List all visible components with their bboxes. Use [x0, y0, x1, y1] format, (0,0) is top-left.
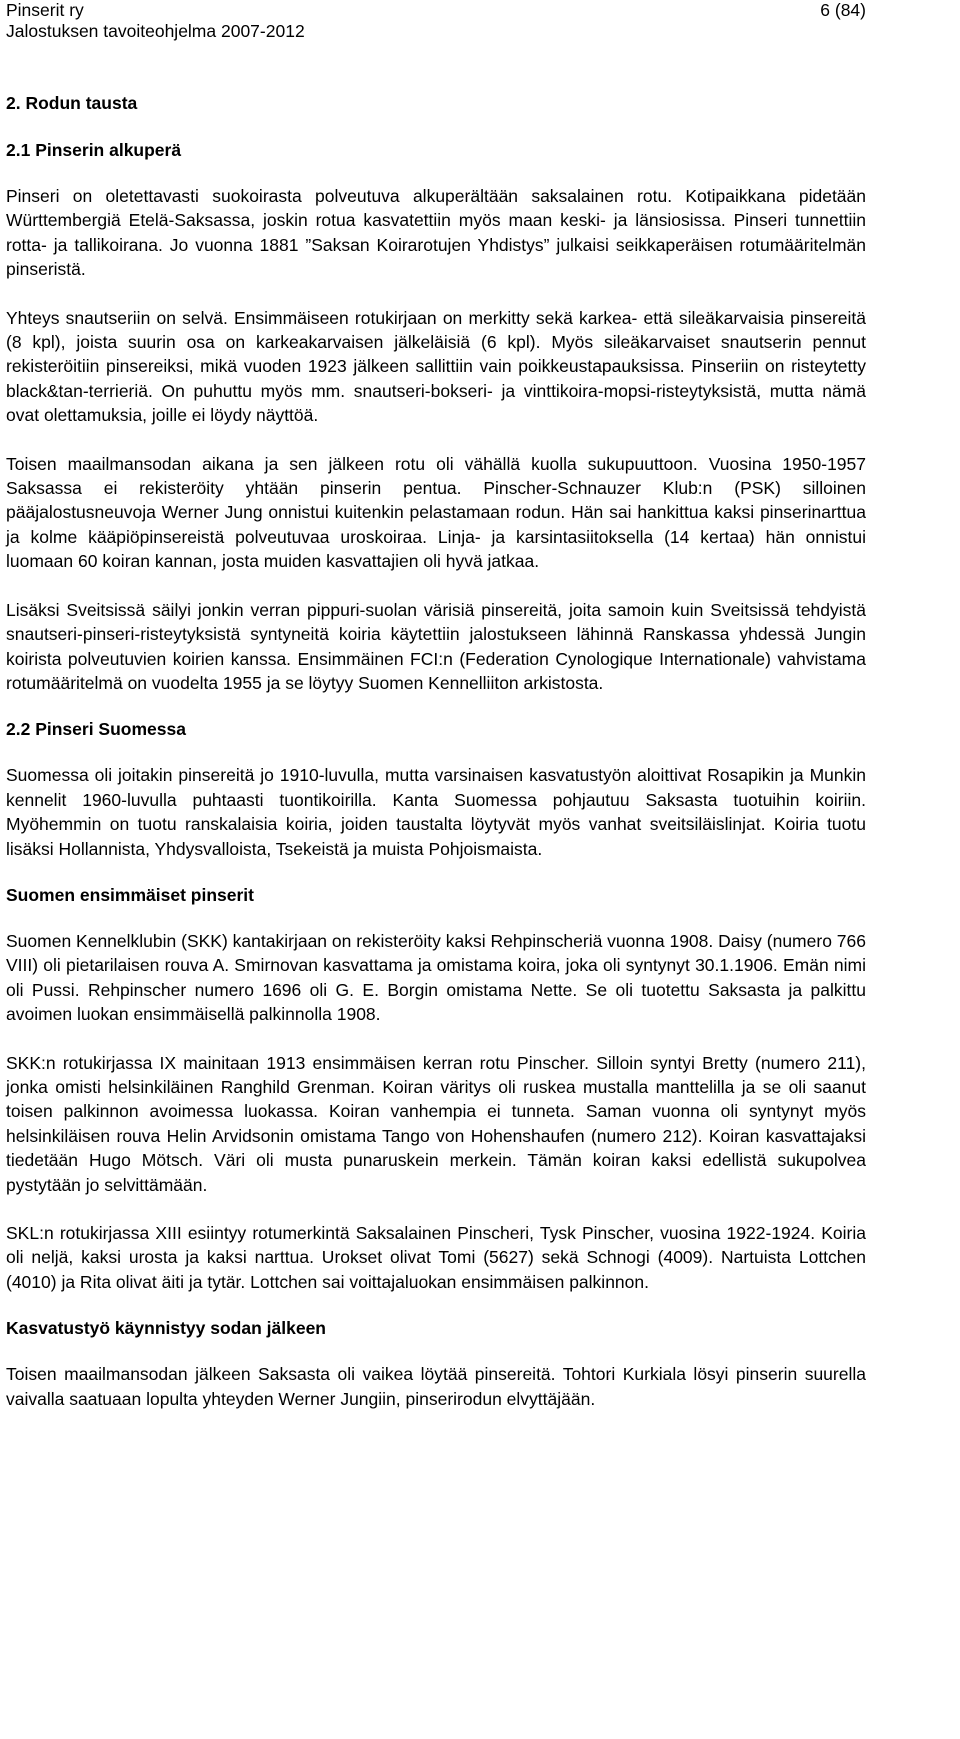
page-header — [6, 0, 866, 48]
header-doc-title: Jalostuksen tavoiteohjelma 2007-2012 — [6, 21, 305, 41]
header-left — [6, 0, 305, 42]
paragraph: Suomessa oli joitakin pinsereitä jo 1910-luvulla, mutta varsinaisen kasvatustyön aloittivat Rosapikin ja Munkin kennelit 1960-luvulla puhtaasti tuontikoirilla. Kanta Suomessa pohjautuu Saksasta tuotuihin koiriin. Myöhemmin on tuotu ranskalaisia koiria, joiden taustalta löytyvät myös vanhat sveitsiläislinjat. Koiria tuotu lisäksi Hollannista, Yhdysvalloista, Tsekeistä ja muista Pohjoismaista. — [6, 765, 866, 859]
paragraph: Pinseri on oletettavasti suokoirasta polveutuva alkuperältään saksalainen rotu. Kotipaikkana pidetään Württembergiä Etelä-Saksassa, joskin rotua kasvatettiin myös maan keski- ja länsiosissa. Pinseri tunnettiin rotta- ja tallikoirana. Jo vuonna 1881 ”Saksan Koirarotujen Yhdistys” julkaisi seikkaperäisen rotumääritelmän pinseristä. — [6, 186, 866, 280]
paragraph: Toisen maailmansodan aikana ja sen jälkeen rotu oli vähällä kuolla sukupuuttoon. Vuosina 1950-1957 Saksassa ei rekisteröity yhtään pinserin pentua. Pinscher-Schnauzer Klub:n (PSK) silloinen pääjalostusneuvoja Werner Jung onnistui kuitenkin pelastamaan rodun. Hän sai hankittua kaksi pinserinarttua ja kolme kääpiöpinsereistä polveutuvaa uroskoiraa. Linja- ja karsintasiitoksella (14 kertaa) hän onnistui luomaan 60 koiran kannan, josta muiden kasvattajien oli hyvä jatkaa. — [6, 453, 866, 572]
post-war-heading: Kasvatustyö käynnistyy sodan jälkeen — [6, 1318, 326, 1339]
paragraph: Toisen maailmansodan jälkeen Saksasta oli vaikea löytää pinsereitä. Tohtori Kurkiala lösyi pinserin suurella vaivalla saatuaan lopulta yhteyden Werner Jungiin, pinserirodun elvyttäjään. — [6, 1364, 866, 1409]
first-pinschers-heading: Suomen ensimmäiset pinserit — [6, 884, 254, 905]
section-2-2-heading: 2.2 Pinseri Suomessa — [6, 719, 186, 740]
paragraph: SKK:n rotukirjassa IX mainitaan 1913 ensimmäisen kerran rotu Pinscher. Silloin syntyi Bretty (numero 211), jonka omisti helsinkiläinen Ranghild Grenman. Koiran väritys oli ruskea mustalla manttelilla ja se oli saanut toisen palkinnon avoimessa luokassa. Koiran vanhempia ei tunneta. Saman vuonna oli syntynyt myös helsinkiläisen rouva Helin Arvidsonin omistama Tango von Hohenshaufen (numero 212). Koiran kasvattajaksi tiedetään Hugo Mötsch. Väri oli musta punaruskein merkein. Tämän koiran kaksi edellistä sukupolvea pystytään jo selvittämään. — [6, 1052, 866, 1195]
page-number: 6 (84) — [820, 0, 866, 20]
paragraph: Suomen Kennelklubin (SKK) kantakirjaan on rekisteröity kaksi Rehpinscheriä vuonna 1908. Daisy (numero 766 VIII) oli pietarilaisen rouva A. Smirnovan kasvattama ja omistama koira, joka oli syntynyt 30.1.1906. Emän nimi oli Pussi. Rehpinscher numero 1696 oli G. E. Borgin omistama Nette. Se oli tuotettu Saksasta ja palkittu avoimen luokan ensimmäisellä palkinnolla 1908. — [6, 930, 866, 1025]
header-org: Pinserit ry — [6, 0, 84, 20]
paragraph: SKL:n rotukirjassa XIII esiintyy rotumerkintä Saksalainen Pinscheri, Tysk Pinscher, vuosina 1922-1924. Koiria oli neljä, kaksi urosta ja kaksi narttua. Urokset olivat Tomi (5627) sekä Schnogi (4009). Nartuista Lottchen (4010) ja Rita olivat äiti ja tytär. Lottchen sai voittajaluokan ensimmäisen palkinnon. — [6, 1223, 866, 1292]
paragraph: Yhteys snautseriin on selvä. Ensimmäiseen rotukirjaan on merkitty sekä karkea- että sileäkarvaisia pinsereitä (8 kpl), joista suurin osa on karkeakarvaisen jälkeläisiä (6 kpl). Myös sileäkarvaiset snautserin pennut rekisteröitiin pinsereiksi, mikä vuoden 1923 jälkeen sallittiin vain poikkeustapauksissa. Pinseriin on risteytetty black&tan-terrieriä. On puhuttu myös mm. snautseri-bokseri- ja vinttikoira-mopsi-risteytyksistä, mutta nämä ovat olettamuksia, joille ei löydy näyttöä. — [6, 307, 866, 426]
section-2-1-heading: 2.1 Pinserin alkuperä — [6, 140, 182, 160]
section-2-heading: 2. Rodun tausta — [6, 93, 138, 113]
paragraph: Lisäksi Sveitsissä säilyi jonkin verran pippuri-suolan värisiä pinsereitä, joita samoin kuin Sveitsissä tehdyistä snautseri-pinseri-risteytyksistä syntyneitä koiria käytettiin jalostukseen lähinnä Ranskassa yhdessä Jungin koirista polveutuvien koirien kanssa. Ensimmäinen FCI:n (Federation Cynologique Internationale) vahvistama rotumääritelmä on vuodelta 1955 ja se löytyy Suomen Kennelliiton arkistosta. — [6, 599, 866, 693]
